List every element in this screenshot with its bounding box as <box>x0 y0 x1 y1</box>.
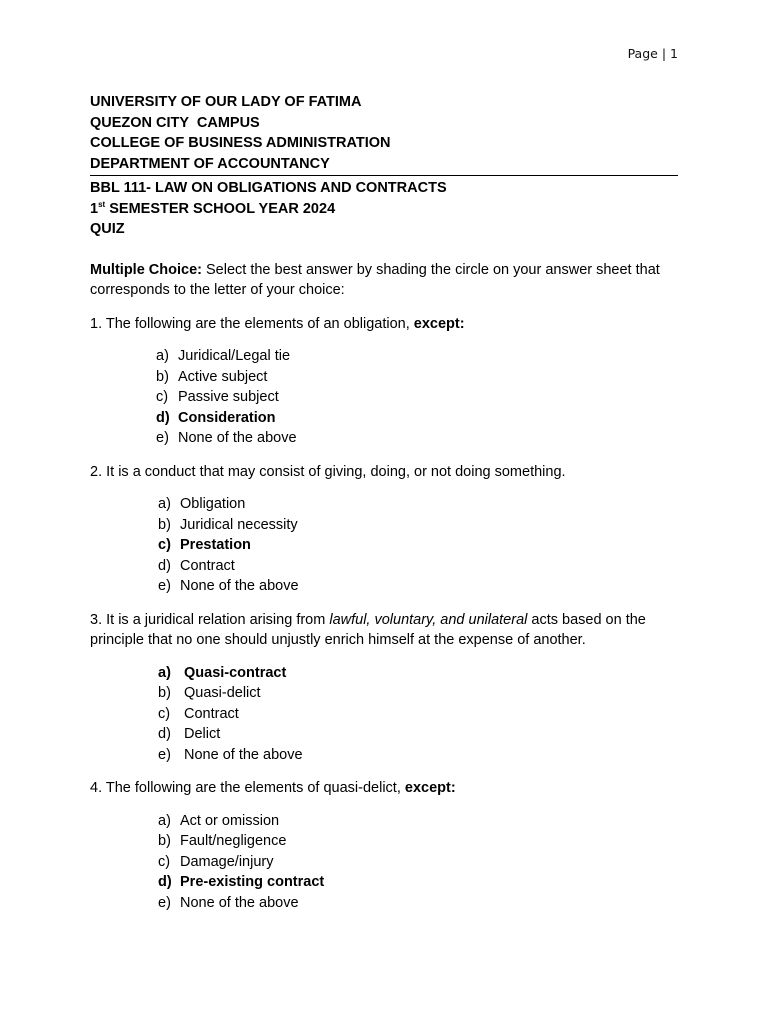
option-d-answer <box>158 872 678 893</box>
option-text: None of the above <box>184 746 303 763</box>
semester-number: 1 <box>90 200 99 217</box>
option-letter: a) <box>158 664 171 681</box>
question-1-options <box>90 346 678 449</box>
option-a <box>158 811 678 832</box>
option-text: Juridical necessity <box>180 516 298 533</box>
page-label: Page <box>627 46 658 61</box>
option-letter: e) <box>158 746 171 763</box>
semester-text: SEMESTER SCHOOL YEAR 2024 <box>105 200 336 217</box>
option-letter: d) <box>156 409 170 426</box>
option-letter: b) <box>158 516 171 533</box>
semester-line <box>90 199 678 220</box>
option-a-answer <box>158 663 678 684</box>
option-c-answer <box>158 535 678 556</box>
option-b <box>158 831 678 852</box>
option-a <box>156 346 678 367</box>
question-number: 3. <box>90 611 103 628</box>
option-a <box>158 494 678 515</box>
question-2 <box>90 462 678 483</box>
option-letter: c) <box>156 389 169 405</box>
page-separator: | <box>661 46 667 61</box>
option-letter: c) <box>158 537 171 553</box>
option-text: Juridical/Legal tie <box>178 348 291 364</box>
option-text: Contract <box>184 705 239 722</box>
option-c <box>156 387 678 408</box>
exam-type: QUIZ <box>90 221 125 237</box>
option-text: Consideration <box>178 409 276 426</box>
option-b <box>158 515 678 536</box>
semester-ordinal: st <box>98 199 106 209</box>
question-emphasis: lawful, voluntary, and unilateral <box>329 611 528 628</box>
document-body <box>90 92 678 913</box>
option-text: None of the above <box>180 578 299 594</box>
question-number: 1. <box>90 315 103 332</box>
option-e <box>156 428 678 449</box>
option-letter: a) <box>158 812 171 829</box>
page-number-value: 1 <box>670 46 678 61</box>
question-text: It is a juridical relation arising from <box>102 611 330 628</box>
option-c <box>158 852 678 873</box>
option-letter: d) <box>158 726 171 742</box>
option-letter: b) <box>156 368 169 385</box>
option-text: Quasi-delict <box>184 685 261 701</box>
option-text: Passive subject <box>178 389 279 405</box>
option-letter: d) <box>158 874 172 890</box>
option-d <box>158 724 678 745</box>
option-letter: e) <box>156 430 169 446</box>
option-letter: a) <box>156 348 169 364</box>
question-4-options <box>90 811 678 914</box>
instructions-text: Select the best answer by shading the circle on your answer sheet that corresponds to the letter of your choice: <box>90 261 660 298</box>
document-header <box>90 92 678 240</box>
option-text: Active subject <box>178 368 268 385</box>
question-text-continued: acts based on the principle that no one should unjustly enrich himself at the expense of another. <box>90 611 646 648</box>
question-number: 2. <box>90 463 103 480</box>
university-name: UNIVERSITY OF OUR LADY OF FATIMA <box>90 94 362 110</box>
option-text: Quasi-contract <box>184 664 287 681</box>
option-letter: c) <box>158 853 171 870</box>
option-letter: b) <box>158 833 171 849</box>
question-number: 4. <box>90 780 103 796</box>
option-text: Pre-existing contract <box>180 874 325 890</box>
question-1 <box>90 314 678 335</box>
option-text: Fault/negligence <box>180 833 287 849</box>
course-title: BBL 111- LAW ON OBLIGATIONS AND CONTRACTS <box>90 180 447 196</box>
option-c <box>158 704 678 725</box>
instructions <box>90 260 678 301</box>
question-emphasis: except: <box>413 315 465 332</box>
campus-name: QUEZON CITY CAMPUS <box>90 114 260 131</box>
question-3-options <box>90 663 678 766</box>
instructions-heading: Multiple Choice: <box>90 261 202 278</box>
page-number <box>628 46 678 61</box>
option-text: Delict <box>184 726 221 742</box>
question-emphasis: except: <box>404 780 456 796</box>
question-text: The following are the elements of quasi-delict, <box>102 780 405 796</box>
option-text: None of the above <box>178 430 297 446</box>
option-text: Damage/injury <box>180 853 274 870</box>
option-letter: d) <box>158 557 171 574</box>
option-text: Contract <box>180 557 235 574</box>
question-3 <box>90 610 678 651</box>
college-name: COLLEGE OF BUSINESS ADMINISTRATION <box>90 135 391 151</box>
option-b <box>158 683 678 704</box>
option-text: Obligation <box>180 496 246 512</box>
option-text: Act or omission <box>180 812 280 829</box>
option-letter: b) <box>158 685 171 701</box>
question-2-options <box>90 494 678 597</box>
option-letter: c) <box>158 705 171 722</box>
question-text: It is a conduct that may consist of giving, doing, or not doing something. <box>102 463 566 480</box>
option-text: Prestation <box>180 537 251 553</box>
department-name: DEPARTMENT OF ACCOUNTANCY <box>90 154 678 177</box>
question-4 <box>90 778 678 799</box>
option-e <box>158 576 678 597</box>
option-letter: e) <box>158 894 171 911</box>
option-e <box>158 893 678 914</box>
option-letter: a) <box>158 496 171 512</box>
option-text: None of the above <box>180 894 299 911</box>
option-b <box>156 367 678 388</box>
option-e <box>158 745 678 766</box>
question-text: The following are the elements of an obligation, <box>102 315 414 332</box>
option-letter: e) <box>158 578 171 594</box>
option-d-answer <box>156 408 678 429</box>
option-d <box>158 556 678 577</box>
